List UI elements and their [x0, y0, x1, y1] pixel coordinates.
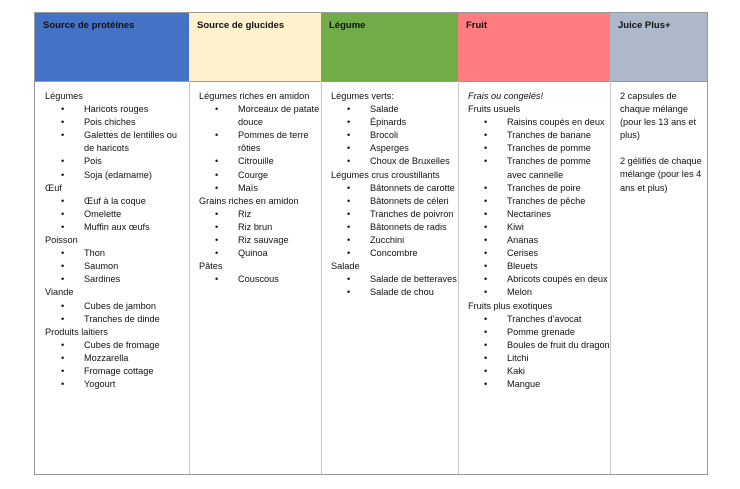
- list-item: • Thon: [35, 247, 189, 260]
- category-label: Fruits plus exotiques: [468, 300, 553, 311]
- header-vegetables: Légume: [321, 13, 458, 81]
- list-item: • Riz sauvage: [189, 234, 321, 247]
- list-item: • Pommes de terre rôties: [189, 129, 321, 155]
- list-item: • Zucchini: [321, 234, 458, 247]
- category-label: Légumes riches en amidon: [199, 91, 310, 101]
- list-item: • Cerises: [458, 247, 610, 260]
- category-label: Produits laitiers: [45, 326, 108, 337]
- list-item: • Épinards: [321, 116, 458, 129]
- list-item: • Tranches d'avocat: [458, 313, 610, 326]
- list-item: • Salade: [321, 103, 458, 116]
- list-item: • Courge: [189, 169, 321, 182]
- list-item: • Tranches de pomme avec cannelle: [458, 155, 610, 181]
- list-item: • Nectarines: [458, 208, 610, 221]
- list-item: • Haricots rouges: [35, 103, 189, 116]
- list-item: • Pomme grenade: [458, 326, 610, 339]
- list-item: • Melon: [458, 286, 610, 299]
- list-item: • Kaki: [458, 365, 610, 378]
- list-item: • Cubes de fromage: [35, 339, 189, 352]
- list-item: • Bâtonnets de céleri: [321, 195, 458, 208]
- list-item: • Concombre: [321, 247, 458, 260]
- list-item: • Bâtonnets de radis: [321, 221, 458, 234]
- list-item: • Ananas: [458, 234, 610, 247]
- list-item: • Riz brun: [189, 221, 321, 234]
- food-table: [34, 12, 708, 475]
- list-item: • Muffin aux œufs: [35, 221, 189, 234]
- list-item: • Choux de Bruxelles: [321, 155, 458, 168]
- list-item: • Omelette: [35, 208, 189, 221]
- list-item: • Tranches de dinde: [35, 313, 189, 326]
- list-item: • Brocoli: [321, 129, 458, 142]
- header-carbs: Source de glucides: [189, 13, 321, 81]
- list-item: • Citrouille: [189, 155, 321, 168]
- list-item: • Abricots coupés en deux: [458, 273, 610, 286]
- list-item: • Quinoa: [189, 247, 321, 260]
- category-label: Grains riches en amidon: [199, 195, 299, 206]
- juice-plus-text: 2 capsules de chaque mélange (pour les 13 ans et plus): [620, 91, 697, 141]
- column-fruit: [458, 81, 610, 474]
- list-item: • Mangue: [458, 378, 610, 391]
- header-juice-plus: Juice Plus+: [610, 13, 707, 81]
- list-item: • Boules de fruit du dragon: [458, 339, 610, 352]
- list-item: • Tranches de pêche: [458, 195, 610, 208]
- list-item: • Bâtonnets de carotte: [321, 182, 458, 195]
- list-item: • Morceaux de patate douce: [189, 103, 321, 129]
- list-item: • Pois chiches: [35, 116, 189, 129]
- header-proteins: Source de protéines: [35, 13, 189, 81]
- list-item: • Tranches de pomme: [458, 142, 610, 155]
- list-item: • Asperges: [321, 142, 458, 155]
- list-item: • Salade de chou: [321, 286, 458, 299]
- category-label: Pâtes: [199, 261, 223, 272]
- list-item: • Riz: [189, 208, 321, 221]
- list-item: • Cubes de jambon: [35, 300, 189, 313]
- list-item: • Œuf à la coque: [35, 195, 189, 208]
- header-fruit: Fruit: [458, 13, 610, 81]
- category-label: Œuf: [45, 182, 62, 193]
- column-vegetables: [321, 81, 458, 474]
- category-label: Légumes verts:: [331, 91, 394, 101]
- category-label: Salade: [331, 261, 360, 272]
- list-item: • Sardines: [35, 273, 189, 286]
- column-proteins: [35, 81, 189, 474]
- category-label: Fruits usuels: [468, 104, 521, 115]
- list-item: • Maïs: [189, 182, 321, 195]
- column-juice-plus: [610, 81, 707, 474]
- list-item: • Tranches de banane: [458, 129, 610, 142]
- list-item: • Galettes de lentilles ou de haricots: [35, 129, 189, 155]
- list-item: • Mozzarella: [35, 352, 189, 365]
- list-item: • Couscous: [189, 273, 321, 286]
- list-item: • Fromage cottage: [35, 365, 189, 378]
- juice-plus-text: 2 gélifiés de chaque mélange (pour les 4 ans et plus): [620, 156, 702, 193]
- list-item: • Yogourt: [35, 378, 189, 391]
- list-item: • Kiwi: [458, 221, 610, 234]
- list-item: • Salade de betteraves: [321, 273, 458, 286]
- category-label: Légumes: [45, 91, 83, 101]
- list-item: • Saumon: [35, 260, 189, 273]
- fruit-intro: Frais ou congelés!: [468, 91, 544, 101]
- list-item: • Raisins coupés en deux: [458, 116, 610, 129]
- list-item: • Litchi: [458, 352, 610, 365]
- category-label: Poisson: [45, 235, 78, 246]
- list-item: • Bleuets: [458, 260, 610, 273]
- list-item: • Pois: [35, 155, 189, 168]
- category-label: Viande: [45, 287, 74, 298]
- list-item: • Tranches de poivron: [321, 208, 458, 221]
- column-carbs: [189, 81, 321, 474]
- list-item: • Tranches de poire: [458, 182, 610, 195]
- category-label: Légumes crus croustillants: [331, 169, 440, 180]
- list-item: • Soja (edamame): [35, 169, 189, 182]
